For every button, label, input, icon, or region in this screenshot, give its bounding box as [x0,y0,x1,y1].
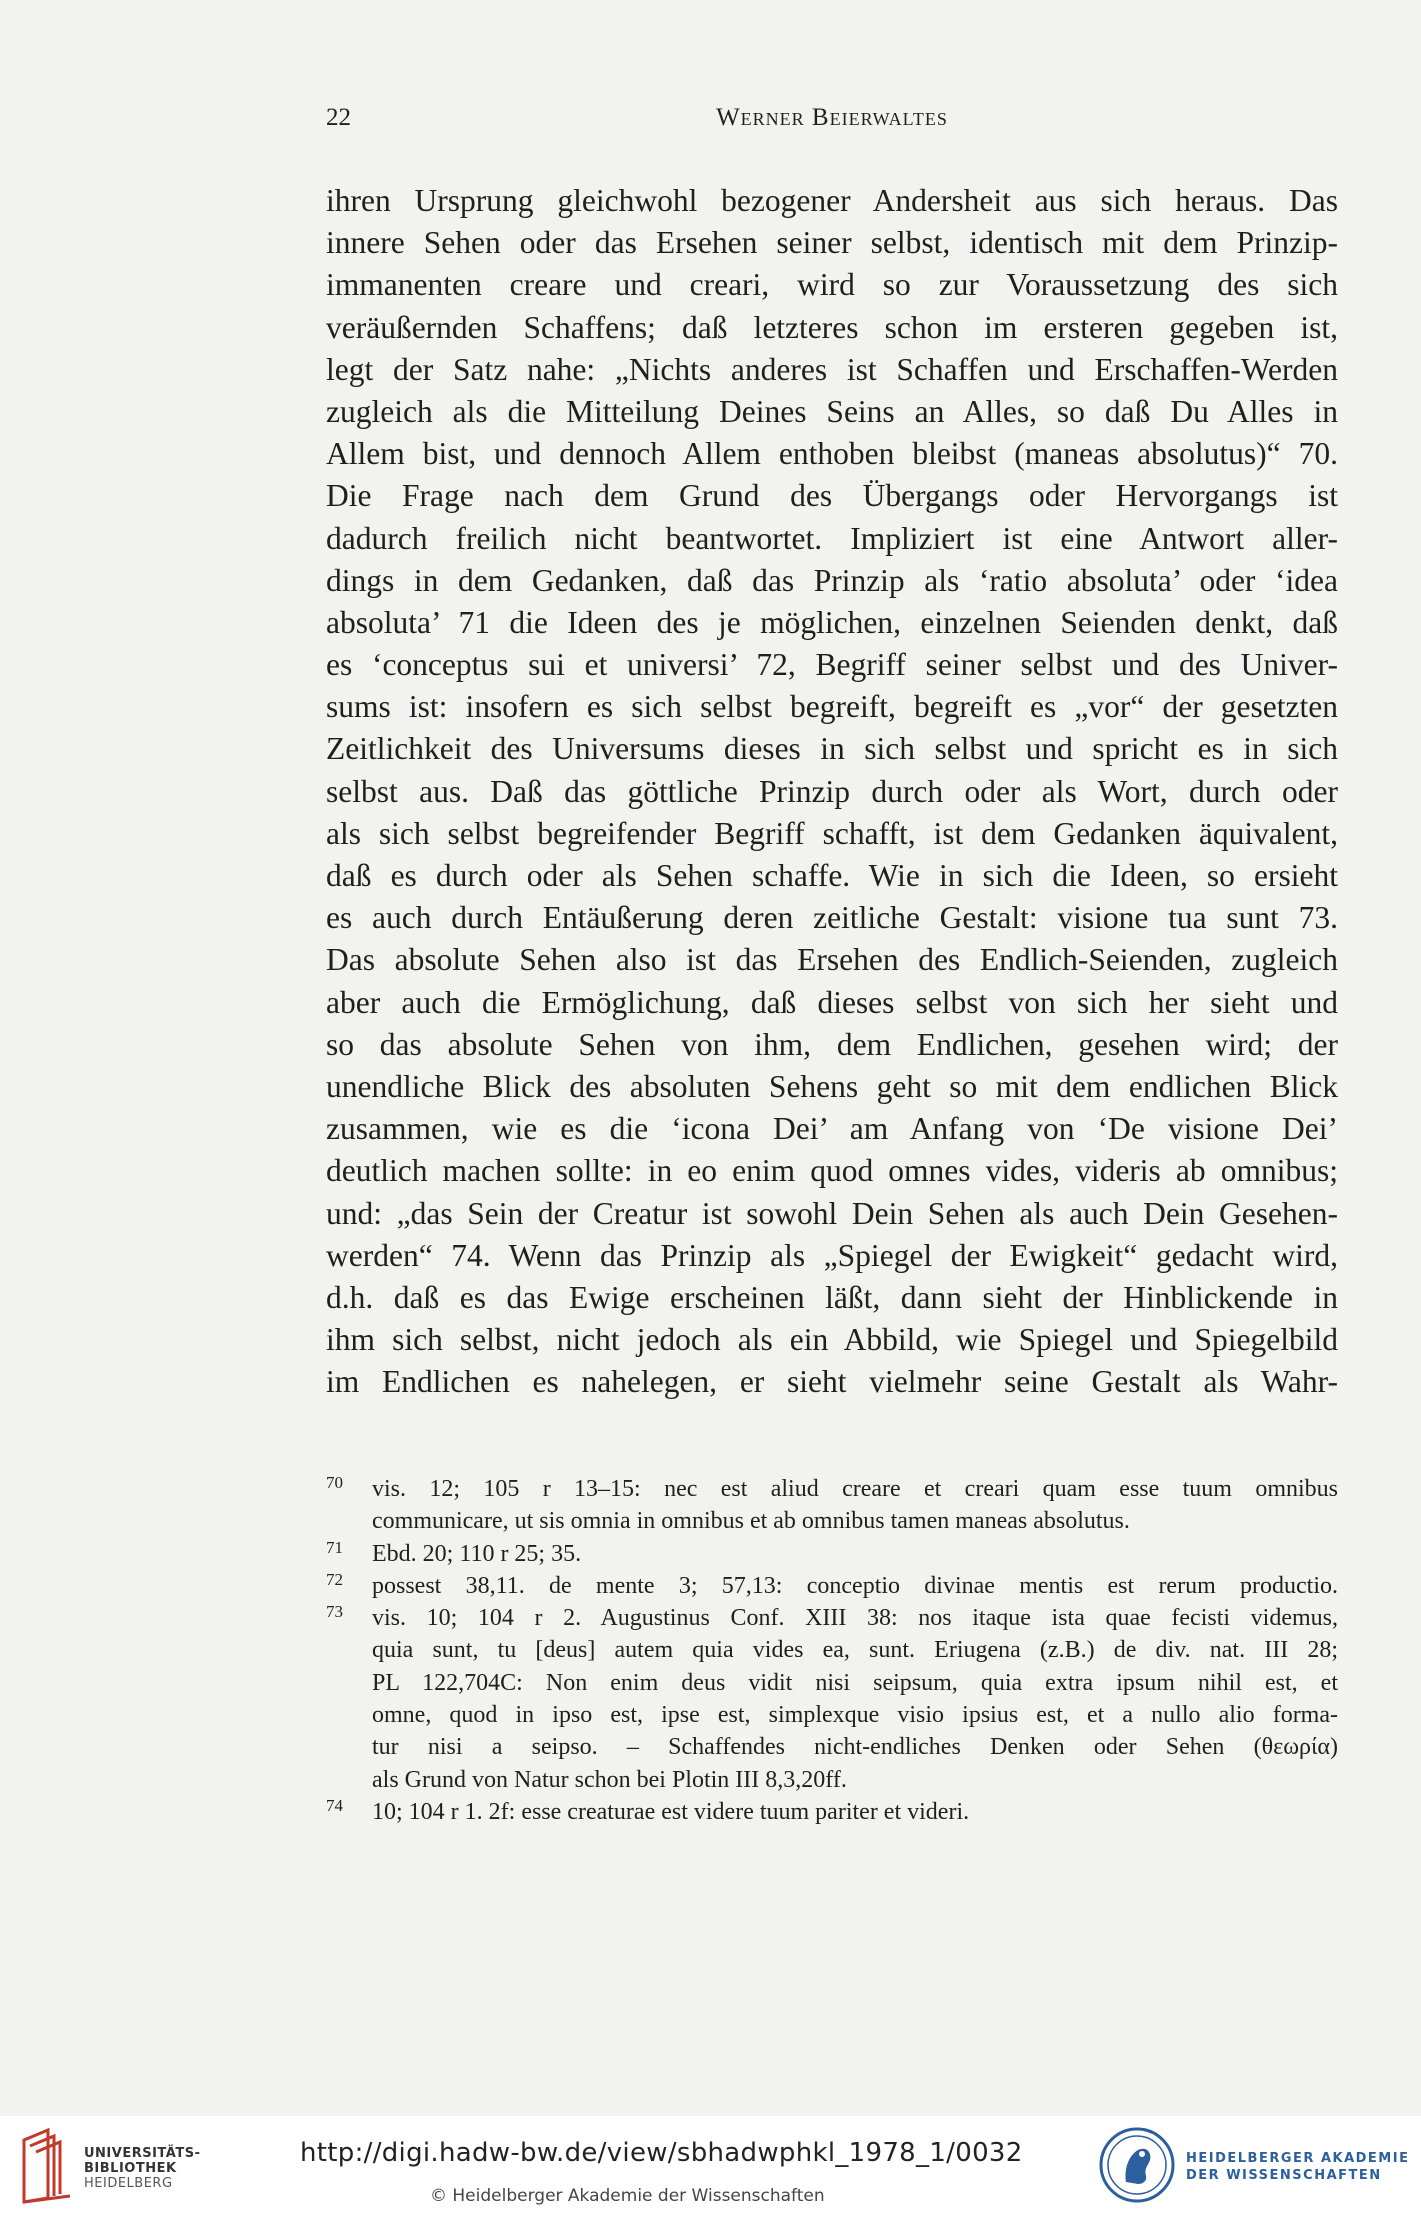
body-line: Allem bist, und dennoch Allem enthoben bleibst (maneas absolutus)“ 70. [326,436,1338,472]
body-line: Das absolute Sehen also ist das Ersehen des Endlich-Seienden, zugleich [326,942,1338,978]
body-line: d.h. daß es das Ewige erscheinen läßt, dann sieht der Hinblickende in [326,1279,1338,1315]
footnote-line: tur nisi a seipso. – Schaffendes nicht-endliches Denken oder Sehen (θεωρία) [372,1734,1338,1761]
footnote-line: Ebd. 20; 110 r 25; 35. [372,1540,582,1567]
footnote-number: 70 [326,1473,343,1492]
body-line: zusammen, wie es die ‘icona Dei’ am Anfang von ‘De visione Dei’ [326,1111,1338,1147]
library-line: BIBLIOTHEK [84,2161,177,2176]
page-header [326,104,1338,144]
footnote-line: omne, quod in ipso est, ipse est, simplexque visio ipsius est, et a nullo alio forma- [372,1702,1338,1729]
library-line: HEIDELBERG [84,2176,173,2191]
body-line: werden“ 74. Wenn das Prinzip als „Spiegel der Ewigkeit“ gedacht wird, [326,1237,1338,1273]
body-line: Die Frage nach dem Grund des Übergangs oder Hervorgangs ist [326,478,1338,514]
footnote-line: als Grund von Natur schon bei Plotin III 8,3,20ff. [372,1766,847,1793]
footer-bar [0,2116,1421,2216]
running-head: Werner Beierwaltes [716,104,948,131]
body-line: dadurch freilich nicht beantwortet. Impliziert ist eine Antwort aller- [326,520,1338,556]
body-line: dings in dem Gedanken, daß das Prinzip als ‘ratio absoluta’ oder ‘idea [326,562,1338,598]
academy-name [1186,2150,1409,2184]
footnote-74 [326,1796,1338,1828]
university-library-logo-icon [18,2126,76,2206]
page-number: 22 [326,104,351,131]
body-line: und: „das Sein der Creatur ist sowohl Dein Sehen als auch Dein Gesehen- [326,1195,1338,1231]
footnote-number: 71 [326,1537,343,1557]
permalink-url[interactable]: http://digi.hadw-bw.de/view/sbhadwphkl_1978_1/0032 [300,2138,1023,2168]
body-line: Zeitlichkeit des Universums dieses in sich selbst und spricht es in sich [326,731,1338,767]
academy-line: HEIDELBERGER AKADEMIE [1186,2151,1410,2166]
body-line: es auch durch Entäußerung deren zeitliche Gestalt: visione tua sunt 73. [326,900,1338,936]
body-line: sums ist: insofern es sich selbst begreift, begreift es „vor“ der gesetzten [326,689,1338,725]
academy-line: DER WISSENSCHAFTEN [1186,2168,1382,2183]
footnote-line: communicare, ut sis omnia in omnibus et ab omnibus tamen maneas absolutus. [372,1508,1130,1535]
academy-seal-icon [1098,2126,1176,2204]
body-line: innere Sehen oder das Ersehen seiner selbst, identisch mit dem Prinzip- [326,225,1338,261]
body-text [326,180,1338,1403]
body-line: im Endlichen es nahelegen, er sieht vielmehr seine Gestalt als Wahr- [326,1364,1338,1400]
footnotes [326,1473,1338,1828]
library-name [84,2146,200,2191]
footnote-line: quia sunt, tu [deus] autem quia vides ea, sunt. Eriugena (z.B.) de div. nat. III 28; [372,1637,1338,1664]
body-line: aber auch die Ermöglichung, daß dieses selbst von sich her sieht und [326,984,1338,1020]
body-line: veräußernden Schaffens; daß letzteres schon im ersteren gegeben ist, [326,309,1338,345]
body-line: absoluta’ 71 die Ideen des je möglichen, einzelnen Seienden denkt, daß [326,604,1338,640]
footnote-line: possest 38,11. de mente 3; 57,13: conceptio divinae mentis est rerum productio. [372,1572,1338,1599]
copyright-notice: © Heidelberger Akademie der Wissenschaften [430,2186,825,2206]
body-line: legt der Satz nahe: „Nichts anderes ist Schaffen und Erschaffen-Werden [326,351,1338,387]
body-line: als sich selbst begreifender Begriff schafft, ist dem Gedanken äquivalent, [326,815,1338,851]
body-line: deutlich machen sollte: in eo enim quod omnes vides, videris ab omnibus; [326,1153,1338,1189]
body-line: ihren Ursprung gleichwohl bezogener Andersheit aus sich heraus. Das [326,183,1338,218]
footnote-line: vis. 12; 105 r 13–15: nec est aliud creare et creari quam esse tuum omnibus [372,1476,1338,1502]
body-line: ihm sich selbst, nicht jedoch als ein Abbild, wie Spiegel und Spiegelbild [326,1322,1338,1358]
body-line: daß es durch oder als Sehen schaffe. Wie in sich die Ideen, so ersieht [326,858,1338,893]
body-line: selbst aus. Daß das göttliche Prinzip durch oder als Wort, durch oder [326,773,1338,809]
footnote-73 [326,1602,1338,1796]
body-line: immanenten creare und creari, wird so zur Voraussetzung des sich [326,267,1338,303]
body-line: unendliche Blick des absoluten Sehens geht so mit dem endlichen Blick [326,1068,1338,1104]
footnote-number: 72 [326,1569,343,1589]
body-line: es ‘conceptus sui et universi’ 72, Begriff seiner selbst und des Univer- [326,647,1338,683]
library-line: UNIVERSITÄTS- [84,2146,201,2161]
footnote-number: 74 [326,1795,343,1815]
footnote-number: 73 [326,1602,343,1622]
body-line: so das absolute Sehen von ihm, dem Endlichen, gesehen wird; der [326,1026,1338,1062]
footnote-72 [326,1570,1338,1602]
footnote-70 [326,1473,1338,1538]
body-line: zugleich als die Mitteilung Deines Seins an Alles, so daß Du Alles in [326,393,1338,429]
footnote-line: PL 122,704C: Non enim deus vidit nisi seipsum, quia extra ipsum nihil est, et [372,1669,1338,1696]
footnote-line: vis. 10; 104 r 2. Augustinus Conf. XIII 38: nos itaque ista quae fecisti videmus, [372,1605,1338,1632]
footnote-71 [326,1538,1338,1570]
footnote-line: 10; 104 r 1. 2f: esse creaturae est videre tuum pariter et videri. [372,1798,970,1825]
